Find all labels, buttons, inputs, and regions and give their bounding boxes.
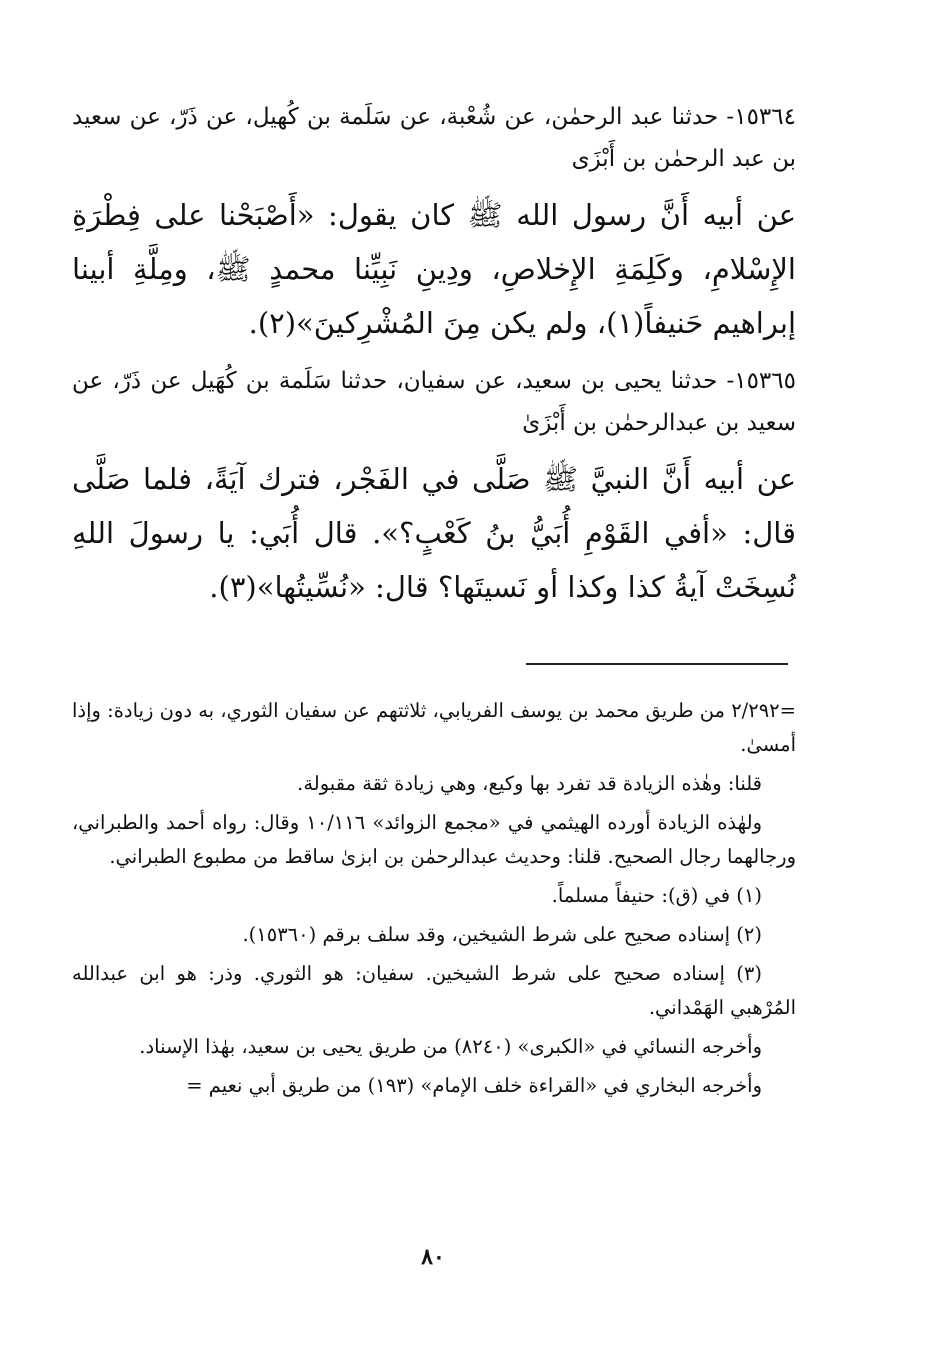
hadith-15365-matn: عن أبيه أَنَّ النبيَّ ﷺ صَلَّى في الفَجْر، فترك آيَةً، فلما صَلَّى قال: «أفي القَوْمِ أُبَيُّ بنُ كَعْبٍ؟». قال أُبَي: يا رسولَ اللهِ نُسِخَتْ آيةُ كذا وكذا أو نَسيتَها؟ قال: «نُسِّيتُها»(٣). <box>72 462 796 604</box>
footnote-continuation: =٢/٢٩٢ من طريق محمد بن يوسف الفريابي، ثلاثتهم عن سفيان الثوري، به دون زيادة: وإذا أمسىٰ. <box>72 699 796 756</box>
page-number: ٨٠ <box>421 1244 445 1270</box>
footnote-remark: وأخرجه النسائي في «الكبرى» (٨٢٤٠) من طريق يحيى بن سعيد، بهٰذا الإسناد. <box>139 1035 762 1058</box>
hadith-15364-matn: عن أبيه أَنَّ رسول الله ﷺ كان يقول: «أَصْبَحْنا على فِطْرَةِ الإِسْلامِ، وكَلِمَةِ الإِخلاصِ، ودِينِ نَبِيِّنا محمدٍ ﷺ، ومِلَّةِ أبينا إبراهيم حَنيفاً(١)، ولم يكن مِنَ المُشْرِكينَ»(٢). <box>72 198 796 340</box>
footnote-remark: وأخرجه البخاري في «القراءة خلف الإمام» (١٩٣) من طريق أبي نعيم = <box>186 1074 762 1097</box>
hadith-15364-isnad: ١٥٣٦٤- حدثنا عبد الرحمٰن، عن شُعْبة، عن سَلَمة بن كُهيل، عن ذَرّ، عن سعيد بن عبد الرحمٰن بن أَبْزَى <box>72 104 796 172</box>
footnote-3: (٣) إسناده صحيح على شرط الشيخين. سفيان: هو الثوري. وذر: هو ابن عبدالله المُرْهبي الهَمْداني. <box>72 962 796 1019</box>
footnote-1: (١) في (ق): حنيفاً مسلماً. <box>551 884 762 907</box>
footnote-remark: ولهٰذه الزيادة أورده الهيثمي في «مجمع الزوائد» ١٠/١١٦ وقال: رواه أحمد والطبراني، ورجالهما رجال الصحيح. قلنا: وحديث عبدالرحمٰن بن ابزىٰ ساقط من مطبوع الطبراني. <box>72 811 796 868</box>
hadith-15365-isnad: ١٥٣٦٥- حدثنا يحيى بن سعيد، عن سفيان، حدثنا سَلَمة بن كُهَيل عن ذَرّ، عن سعيد بن عبدالرحمٰن بن أَبْزَىٰ <box>72 368 796 436</box>
footnotes <box>72 694 796 1108</box>
footnote-separator <box>526 663 788 665</box>
footnote-remark: قلنا: وهٰذه الزيادة قد تفرد بها وكيع، وهي زيادة ثقة مقبولة. <box>297 772 762 795</box>
main-text <box>72 96 796 624</box>
footnote-2: (٢) إسناده صحيح على شرط الشيخين، وقد سلف برقم (١٥٣٦٠). <box>242 923 762 946</box>
